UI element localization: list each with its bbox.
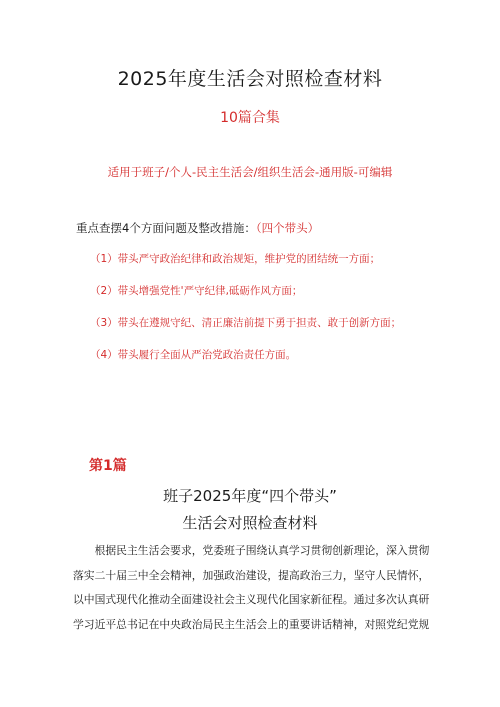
focus-highlight: （四个带头） <box>255 221 320 235</box>
measure-item: （3）带头在遵规守纪、清正廉洁前提下勇于担责、敢于创新方面； <box>90 317 402 329</box>
body-line: 学习近平总书记在中央政治局民主生活会上的重要讲话精神，对照党纪党规 <box>73 617 430 631</box>
focus-prefix: 重点查摆4个方面问题及整改措施： <box>76 221 256 235</box>
measure-item: （4）带头履行全面从严治党政治责任方面。 <box>90 349 297 361</box>
document-title: 2025年度生活会对照检查材料 <box>117 68 383 90</box>
body-line: 根据民主生活会要求，党委班子围绕认真学习贯彻创新理论，深入贯彻 <box>73 544 430 557</box>
body-line: 落实二十届三中全会精神，加强政治建设，提高政治三力，坚守人民情怀， <box>73 568 430 582</box>
collection-label: 10篇合集 <box>220 110 280 126</box>
measure-item: （2）带头增强党性'严守纪律,砥砺作风方面； <box>90 285 303 297</box>
applicable-scope: 适用于班子/个人-民主生活会/组织生活会-通用版-可编辑 <box>107 165 393 179</box>
article-title-line1: 班子2025年度“四个带头” <box>163 487 337 505</box>
body-line: 以中国式现代化推动全面建设社会主义现代化国家新征程。通过多次认真研 <box>73 593 430 606</box>
focus-statement <box>76 220 319 236</box>
measure-item: （1）带头严守政治纪律和政治规矩，维护党的团结统一方面； <box>90 253 381 265</box>
article-title-line2: 生活会对照检查材料 <box>182 514 318 532</box>
measures-list <box>90 252 401 380</box>
article-body <box>73 544 433 642</box>
section-heading: 第1篇 <box>89 458 127 474</box>
